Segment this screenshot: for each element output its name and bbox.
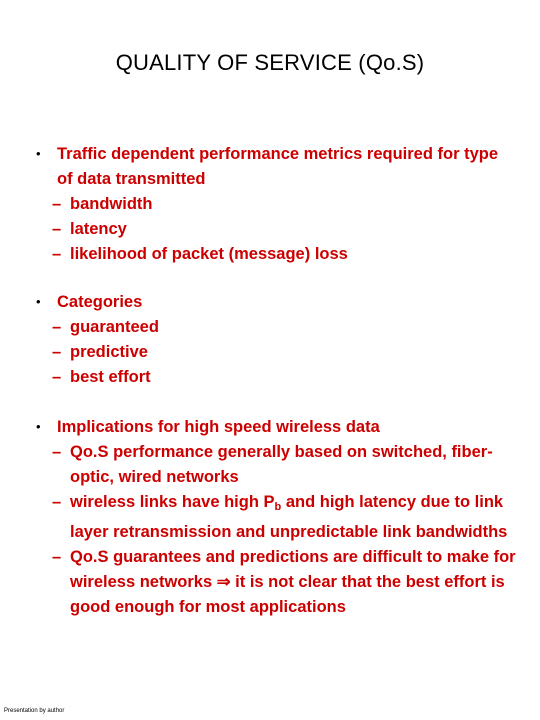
slide-title: QUALITY OF SERVICE (Qo.S) bbox=[115, 50, 425, 75]
bullet-implications bbox=[36, 415, 516, 620]
sub-item bbox=[52, 340, 516, 365]
dash-icon: – bbox=[52, 493, 62, 511]
sub-text bbox=[70, 490, 516, 545]
dash-icon: – bbox=[52, 548, 62, 566]
sub-item bbox=[52, 545, 516, 620]
dash-icon: – bbox=[52, 245, 62, 263]
sub-text: latency bbox=[70, 220, 127, 238]
subscript-b: b bbox=[274, 501, 282, 513]
sub-text-part: wireless links have high P bbox=[70, 493, 275, 511]
bullet-dot-icon: • bbox=[36, 419, 41, 434]
implies-arrow-icon: ⇒ bbox=[216, 573, 231, 591]
bullet-item bbox=[36, 142, 516, 192]
sub-text-part: and high latency due to link layer retransmission and unpredictable link bandwidths bbox=[70, 493, 508, 541]
sub-text: Qo.S performance generally based on switched, fiber-optic, wired networks bbox=[70, 443, 493, 486]
bullet-item bbox=[36, 415, 516, 440]
dash-icon: – bbox=[52, 368, 62, 386]
sub-text bbox=[70, 545, 516, 620]
sub-text: likelihood of packet (message) loss bbox=[70, 245, 348, 263]
dash-icon: – bbox=[52, 220, 62, 238]
bullet-traffic bbox=[36, 142, 516, 267]
sub-item bbox=[52, 217, 516, 242]
bullet-dot-icon: • bbox=[36, 146, 41, 161]
sub-item bbox=[52, 365, 516, 390]
sub-item bbox=[52, 315, 516, 340]
bullet-text: Traffic dependent performance metrics required for type of data transmitted bbox=[57, 145, 499, 188]
sub-item bbox=[52, 192, 516, 217]
dash-icon: – bbox=[52, 195, 62, 213]
bullet-text: Implications for high speed wireless data bbox=[57, 418, 380, 436]
sub-text: guaranteed bbox=[70, 318, 159, 336]
footer-credit: Presentation by author bbox=[4, 708, 65, 714]
sub-text-part: it is not clear that the best effort is good enough for most applications bbox=[70, 573, 505, 616]
sub-text: bandwidth bbox=[70, 195, 153, 213]
dash-icon: – bbox=[52, 318, 62, 336]
bullet-text: Categories bbox=[57, 293, 143, 311]
bullet-dot-icon: • bbox=[36, 294, 41, 309]
dash-icon: – bbox=[52, 343, 62, 361]
bullet-categories bbox=[36, 290, 516, 390]
sub-item bbox=[52, 490, 516, 545]
sub-item bbox=[52, 440, 516, 490]
bullet-item bbox=[36, 290, 516, 315]
dash-icon: – bbox=[52, 443, 62, 461]
sub-text: predictive bbox=[70, 343, 148, 361]
sub-text: best effort bbox=[70, 368, 151, 386]
sub-item bbox=[52, 242, 516, 267]
sub-text-part: Qo.S guarantees and predictions are difficult to make for wireless networks bbox=[70, 548, 516, 591]
